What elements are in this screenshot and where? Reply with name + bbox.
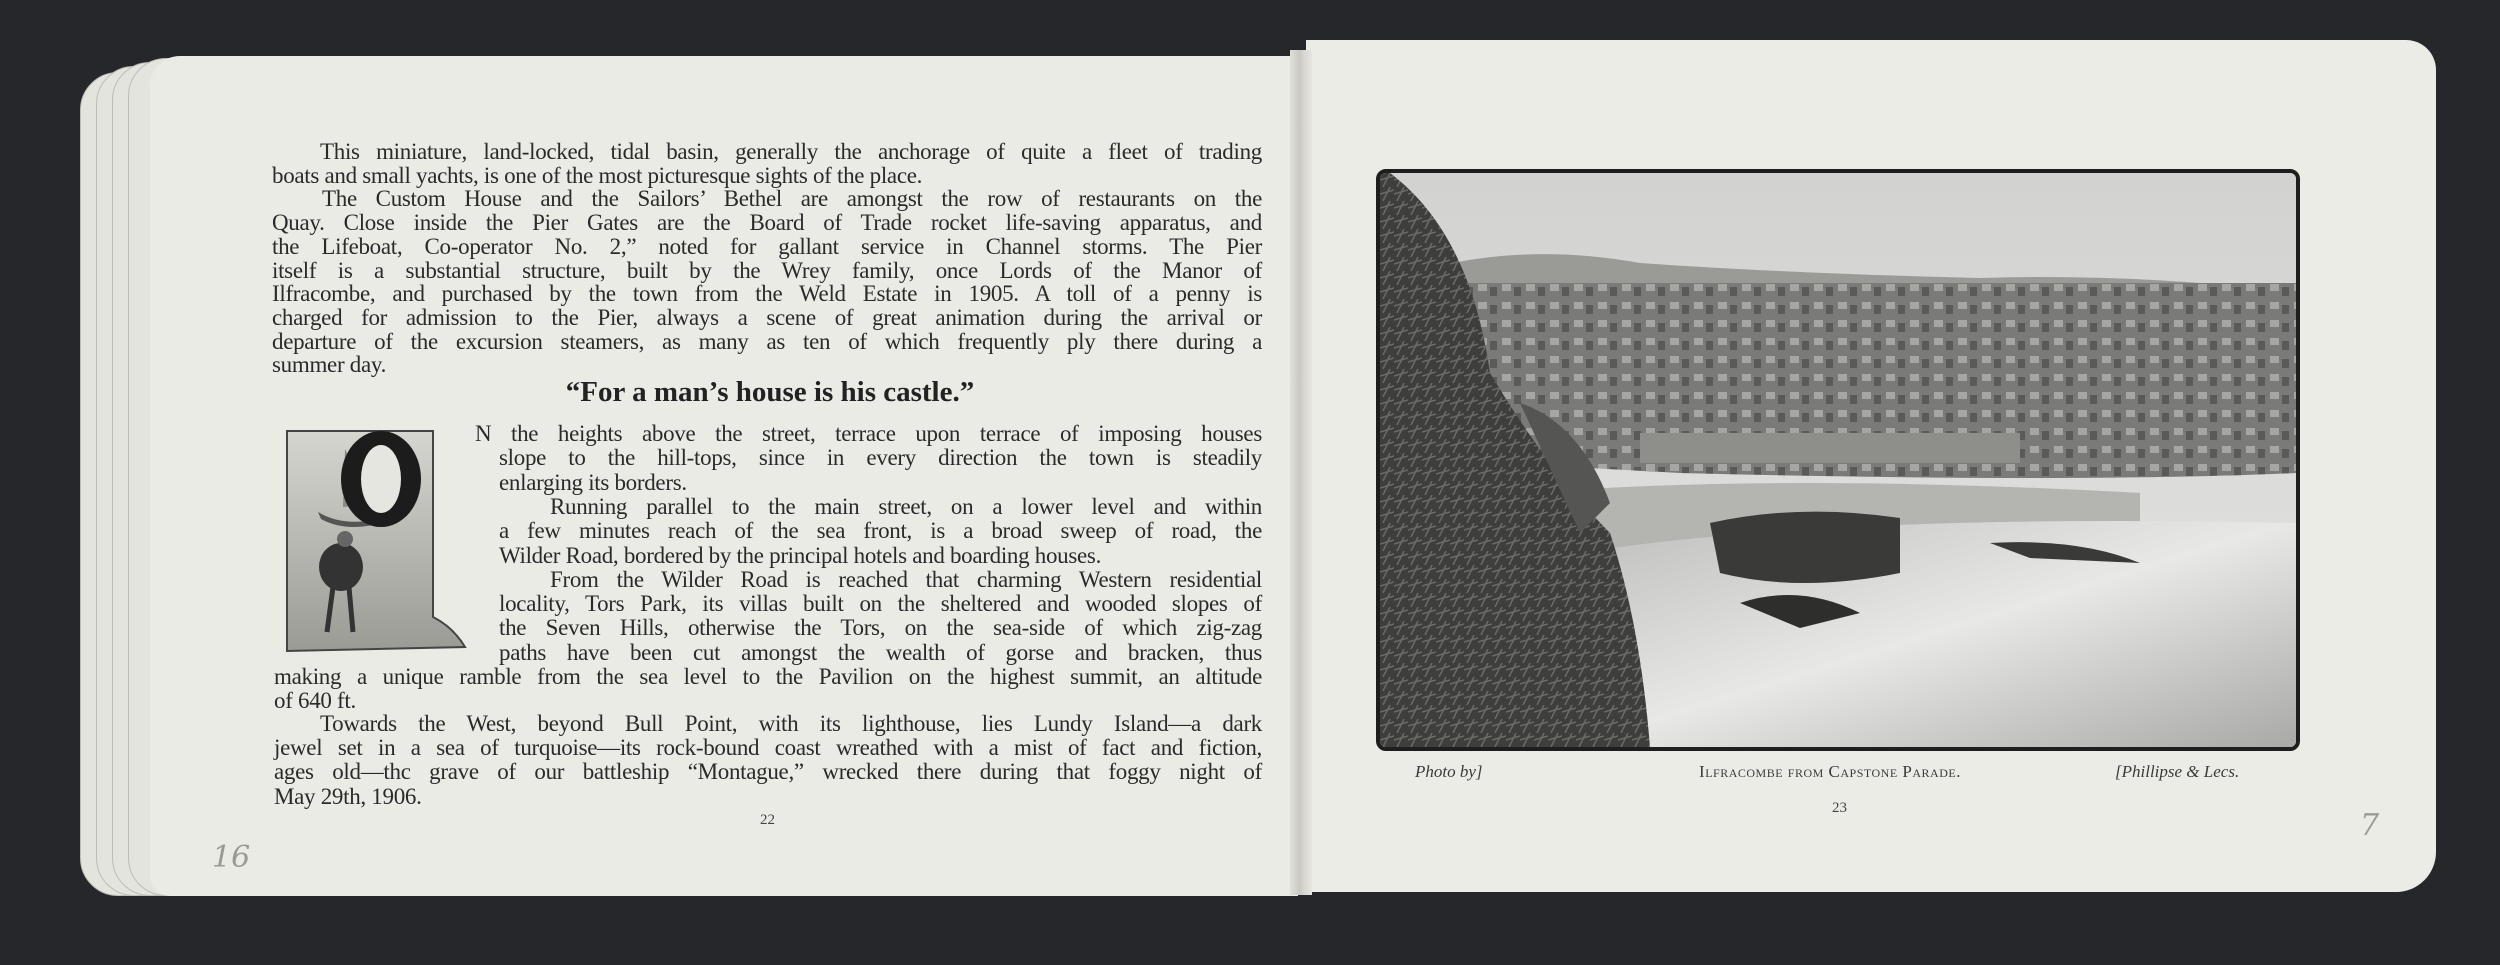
text-line: enlarging its borders. bbox=[499, 469, 687, 495]
text-line: N the heights above the street, terrace upon terrace of imposing houses bbox=[475, 421, 1262, 446]
text-line: a few minutes reach of the sea front, is a broad sweep of road, the bbox=[499, 518, 1262, 544]
text-line: This miniature, land-locked, tidal basin, generally the anchorage of quite a fleet of trading bbox=[320, 139, 1262, 164]
text-line: Quay. Close inside the Pier Gates are the Board of Trade rocket life-saving apparatus, and bbox=[272, 210, 1262, 236]
photo-credit-name: [Phillipse & Lecs. bbox=[2115, 762, 2240, 781]
text-line: the Lifeboat, Co-operator No. 2,” noted for gallant service in Channel storms. The Pier bbox=[272, 233, 1262, 259]
page-number-right: 23 bbox=[1832, 800, 1847, 816]
text-line: paths have been cut amongst the wealth of gorse and bracken, thus bbox=[499, 639, 1262, 665]
section-heading: “For a man’s house is his castle.” bbox=[565, 376, 975, 408]
text-line: departure of the excursion steamers, as many as ten of which frequently ply there during a bbox=[272, 328, 1262, 354]
text-line: slope to the hill-tops, since in every direction the town is steadily bbox=[499, 445, 1262, 471]
text-line: jewel set in a sea of turquoise—its rock-bound coast wreathed with a mist of fact and fiction, bbox=[274, 734, 1262, 760]
text-line: the Seven Hills, otherwise the Tors, on the sea-side of which zig-zag bbox=[499, 615, 1262, 641]
page-number-left: 22 bbox=[760, 812, 775, 828]
handwritten-page-note-left: 16 bbox=[212, 840, 251, 875]
handwritten-page-note-right: 7 bbox=[2360, 808, 2380, 843]
photograph-ilfracombe bbox=[1376, 169, 2300, 751]
text-line: charged for admission to the Pier, always a scene of great animation during the arrival or bbox=[272, 304, 1262, 330]
text-line: From the Wilder Road is reached that charming Western residential bbox=[550, 566, 1262, 592]
photo-credit-prefix: Photo by] bbox=[1415, 762, 1483, 781]
text-line: Ilfracombe, and purchased by the town from the Weld Estate in 1905. A toll of a penny is bbox=[272, 281, 1262, 307]
text-line: Wilder Road, bordered by the principal hotels and boarding houses. bbox=[499, 542, 1102, 568]
text-line: Running parallel to the main street, on a lower level and within bbox=[550, 493, 1262, 519]
photo-caption-title: Ilfracombe from Capstone Parade. bbox=[1699, 762, 1961, 781]
illustrated-drop-cap bbox=[283, 427, 471, 655]
text-line: ages old—thc grave of our battleship “Montague,” wrecked there during that foggy night of bbox=[274, 759, 1262, 785]
text-line: making a unique ramble from the sea level to the Pavilion on the highest summit, an altitude bbox=[274, 664, 1262, 689]
text-line: The Custom House and the Sailors’ Bethel are amongst the row of restaurants on the bbox=[322, 186, 1262, 212]
book-gutter bbox=[1290, 50, 1312, 895]
text-line: boats and small yachts, is one of the most picturesque sights of the place. bbox=[272, 162, 923, 188]
text-line: May 29th, 1906. bbox=[274, 783, 422, 809]
text-line: locality, Tors Park, its villas built on the sheltered and wooded slopes of bbox=[499, 591, 1262, 617]
text-line: Towards the West, beyond Bull Point, with its lighthouse, lies Lundy Island—a dark bbox=[320, 710, 1262, 736]
text-line: itself is a substantial structure, built by the Wrey family, once Lords of the Manor of bbox=[272, 257, 1262, 283]
text-line: of 640 ft. bbox=[274, 688, 356, 714]
text-line: summer day. bbox=[272, 352, 387, 378]
